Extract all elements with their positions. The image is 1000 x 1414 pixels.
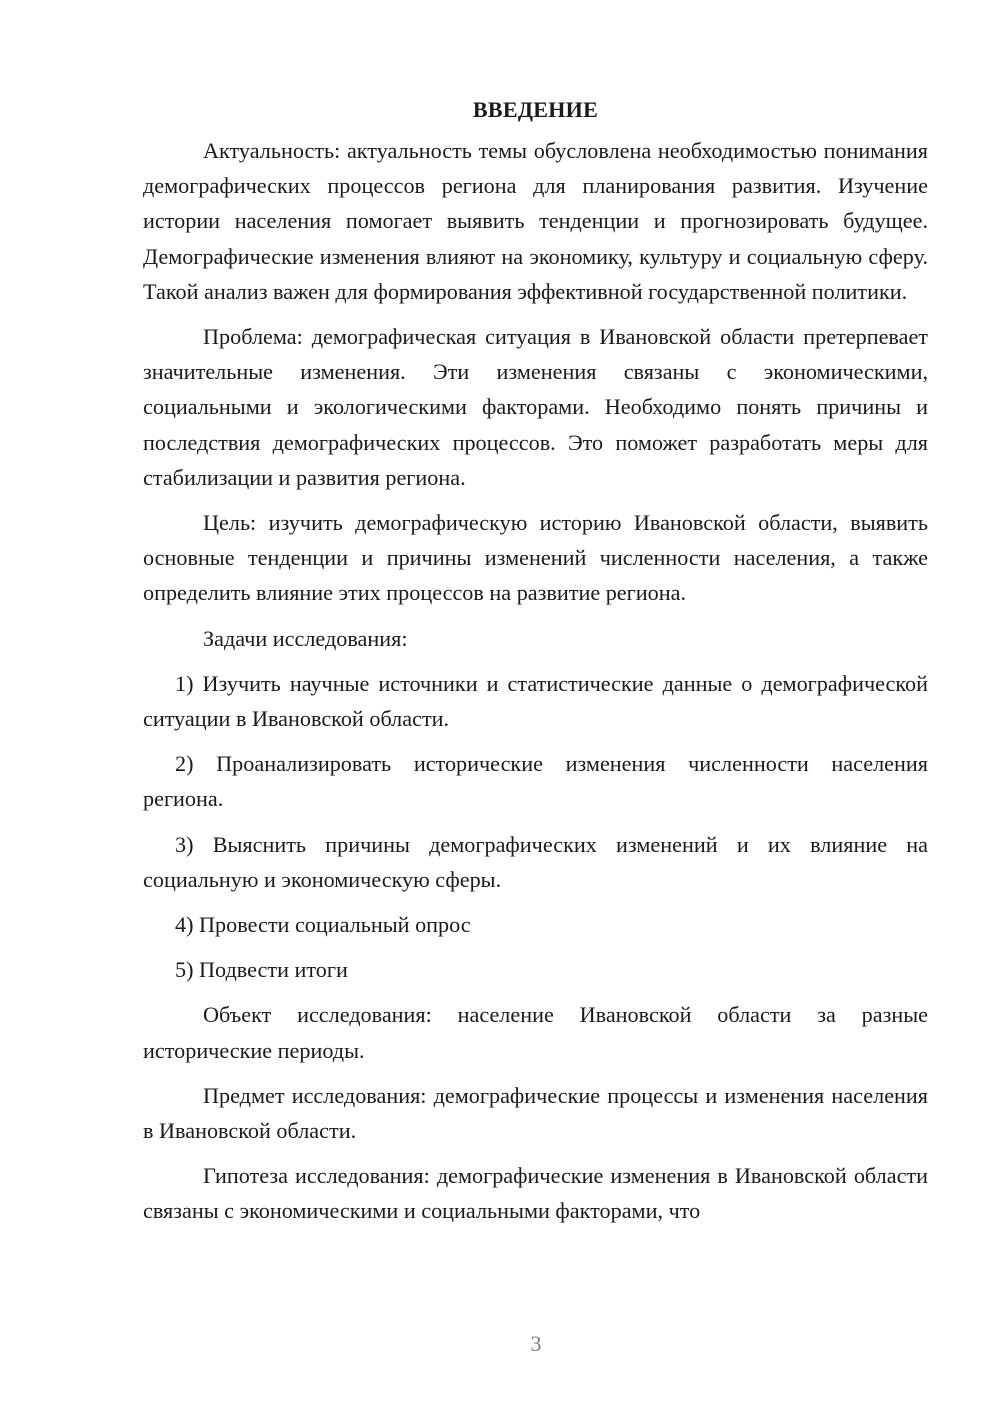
paragraph-relevance: Актуальность: актуальность темы обусловлена необходимостью понимания демографических процессов региона для планирования развития. Изучение истории населения помогает выявить тенденции и прогнозировать будущее. Демографические изменения влияют на экономику, культуру и социальную сферу. Такой анализ важен для формирования эффективной государственной политики. [143,138,928,304]
paragraph-subject: Предмет исследования: демографические процессы и изменения населения в Ивановской области. [143,1082,928,1144]
task-item-1: 1) Изучить научные источники и статистические данные о демографической ситуации в Ивановской области. [143,670,928,732]
paragraph-tasks-heading: Задачи исследования: [203,625,408,651]
paragraph-object: Объект исследования: население Ивановской области за разные исторические периоды. [143,1002,928,1063]
paragraph-hypothesis: Гипотеза исследования: демографические изменения в Ивановской области связаны с экономическими и социальными факторами, что [143,1163,928,1224]
document-page [143,92,928,1239]
section-title: ВВЕДЕНИЕ [472,97,599,122]
page-number: 3 [530,1331,542,1356]
task-item-5: 5) Подвести итоги [175,957,348,983]
task-item-3: 3) Выяснить причины демографических изменений и их влияние на социальную и экономическую сферы. [143,831,928,892]
paragraph-goal: Цель: изучить демографическую историю Ивановской области, выявить основные тенденции и причины изменений численности населения, а также определить влияние этих процессов на развитие региона. [143,510,928,606]
paragraph-problem: Проблема: демографическая ситуация в Ивановской области претерпевает значительные изменения. Эти изменения связаны с экономическими, социальными и экологическими факторами. Необходимо понять причины и последствия демографических процессов. Это поможет разработать меры для стабилизации и развития региона. [143,324,928,490]
task-item-4: 4) Провести социальный опрос [175,912,471,938]
task-item-2: 2) Проанализировать исторические изменения численности населения региона. [143,751,928,812]
